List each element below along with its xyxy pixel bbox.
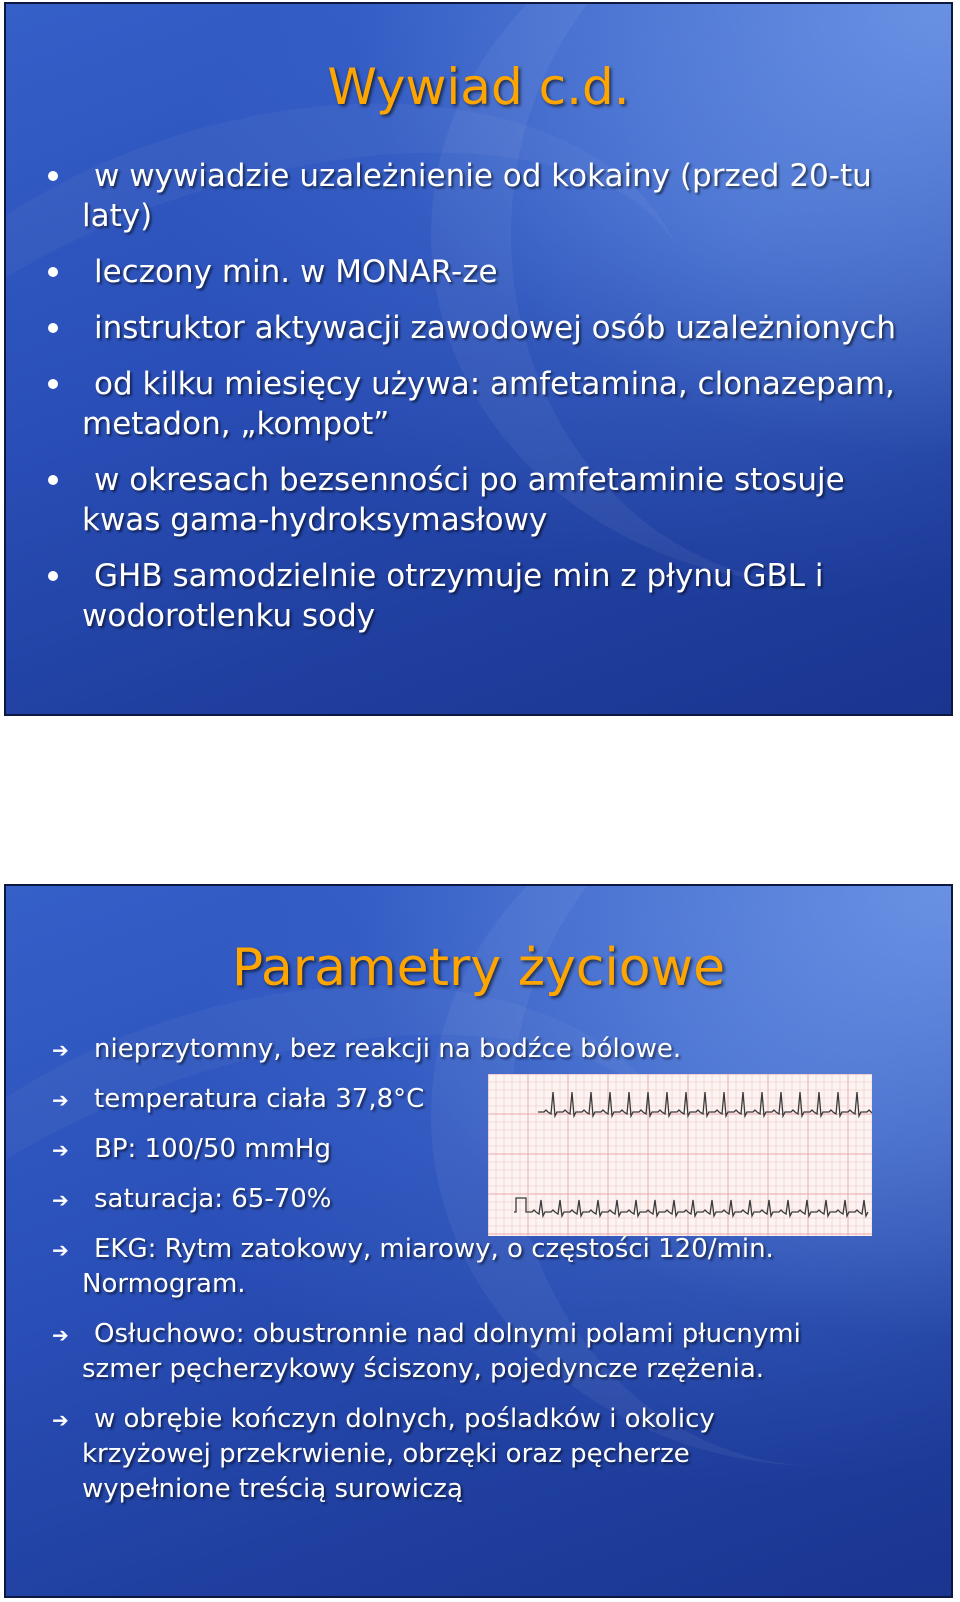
- list-item: GHB samodzielnie otrzymuje min z płynu GBL i wodorotlenku sody: [6, 556, 951, 636]
- list-item: ➔ nieprzytomny, bez reakcji na bodźce bólowe.: [6, 1032, 951, 1067]
- list-item: w wywiadzie uzależnienie od kokainy (przed 20-tu laty): [6, 156, 951, 236]
- list-item: ➔ Osłuchowo: obustronnie nad dolnymi polami płucnymi szmer pęcherzykowy ściszony, pojedyncze rzężenia.: [52, 1319, 801, 1384]
- arrow-right-icon: ➔: [52, 1323, 69, 1347]
- arrow-right-icon: ➔: [52, 1188, 69, 1212]
- list-item: ➔ BP: 100/50 mmHg: [6, 1132, 951, 1167]
- list-item: ➔ saturacja: 65-70%: [6, 1182, 951, 1217]
- bullet-dot-icon: [48, 171, 58, 181]
- arrow-right-icon: ➔: [52, 1088, 69, 1112]
- list-item: ➔ w obrębie kończyn dolnych, pośladków i okolicy krzyżowej przekrwienie, obrzęki oraz pęcherze wypełnione treścią surowiczą: [52, 1404, 715, 1504]
- arrow-right-icon: ➔: [52, 1138, 69, 1162]
- bullet-list: [6, 1032, 951, 1522]
- bullet-list: [6, 156, 951, 652]
- bullet-dot-icon: [48, 571, 58, 581]
- list-item: instruktor aktywacji zawodowej osób uzależnionych: [6, 308, 951, 348]
- slide-parametry-zyciowe: [4, 884, 953, 1598]
- arrow-right-icon: ➔: [52, 1408, 69, 1432]
- list-item: ➔ EKG: Rytm zatokowy, miarowy, o częstości 120/min. Normogram.: [52, 1234, 774, 1299]
- bullet-dot-icon: [48, 475, 58, 485]
- list-item: w okresach bezsenności po amfetaminie stosuje kwas gama-hydroksymasłowy: [6, 460, 951, 540]
- bullet-dot-icon: [48, 379, 58, 389]
- slide-title: Parametry życiowe: [231, 938, 726, 998]
- list-item: od kilku miesięcy używa: amfetamina, clonazepam, metadon, „kompot”: [6, 364, 951, 444]
- bullet-dot-icon: [48, 267, 58, 277]
- list-item: leczony min. w MONAR-ze: [6, 252, 951, 292]
- slide-title: Wywiad c.d.: [327, 58, 630, 116]
- arrow-right-icon: ➔: [52, 1238, 69, 1262]
- bullet-dot-icon: [48, 323, 58, 333]
- list-item: ➔ temperatura ciała 37,8°C: [6, 1082, 951, 1117]
- slide-wywiad: [4, 2, 953, 716]
- arrow-right-icon: ➔: [52, 1038, 69, 1062]
